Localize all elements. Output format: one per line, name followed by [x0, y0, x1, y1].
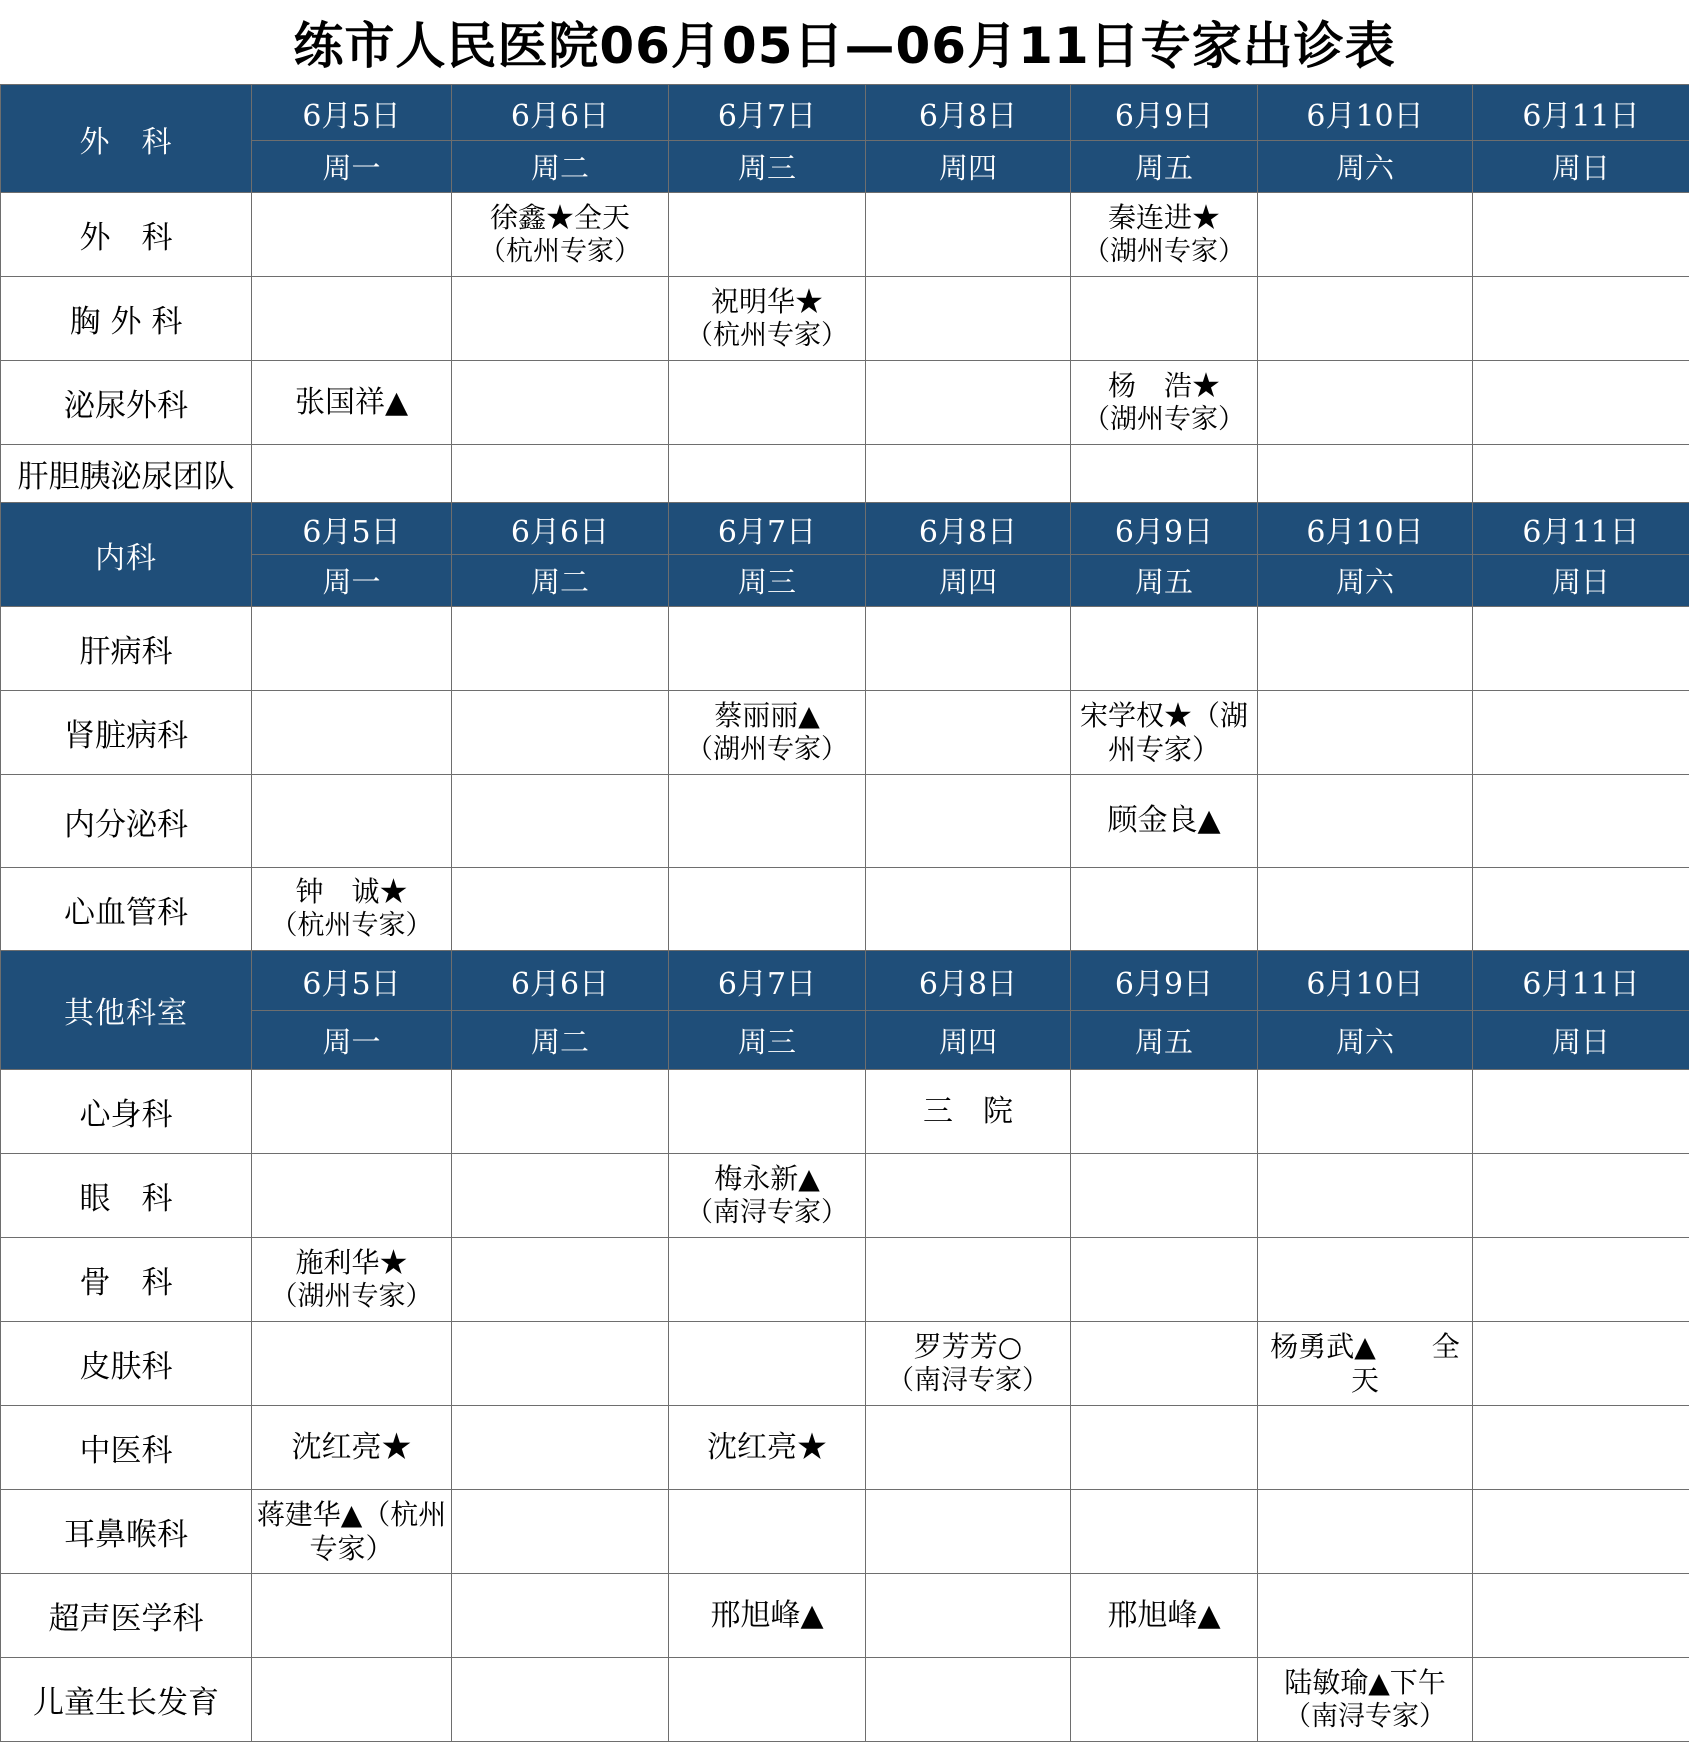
- table-row: [1, 1406, 1689, 1490]
- schedule-cell: 沈红亮★: [669, 1406, 866, 1490]
- department-name: 儿童生长发育: [1, 1658, 252, 1742]
- weekday-header: 周二: [452, 1011, 669, 1070]
- weekday-header: 周三: [669, 1011, 866, 1070]
- schedule-cell: [452, 868, 669, 951]
- weekday-header: 周四: [866, 555, 1071, 607]
- schedule-cell: [1258, 361, 1473, 445]
- expert-origin: （杭州专家）: [686, 319, 848, 351]
- weekday-header: 周五: [1071, 141, 1258, 193]
- table-row: [1, 775, 1689, 868]
- schedule-cell: [1071, 1322, 1258, 1406]
- date-header: 6月7日: [669, 503, 866, 555]
- schedule-cell: [866, 193, 1071, 277]
- doctor-name: 祝明华★: [710, 284, 823, 318]
- schedule-cell: [669, 691, 866, 775]
- weekday-header: 周二: [452, 141, 669, 193]
- table-row: [1, 445, 1689, 503]
- schedule-cell: [1258, 1238, 1473, 1322]
- schedule-cell: [252, 445, 452, 503]
- schedule-cell: [452, 691, 669, 775]
- department-name: 内分泌科: [1, 775, 252, 868]
- table-row: [1, 1658, 1689, 1742]
- table-row: [1, 1238, 1689, 1322]
- schedule-cell: [452, 1070, 669, 1154]
- department-name: 外 科: [1, 193, 252, 277]
- department-name: 眼 科: [1, 1154, 252, 1238]
- table-row: [1, 607, 1689, 691]
- schedule-cell: [1473, 1154, 1689, 1238]
- schedule-cell: [1473, 1490, 1689, 1574]
- table-row: [1, 1490, 1689, 1574]
- expert-origin: （南浔专家）: [1284, 1700, 1446, 1732]
- schedule-cell: [452, 1490, 669, 1574]
- table-row: [1, 868, 1689, 951]
- schedule-cell: [1473, 775, 1689, 868]
- schedule-cell: [1071, 1070, 1258, 1154]
- schedule-cell: 三 院: [866, 1070, 1071, 1154]
- schedule-cell: [452, 1658, 669, 1742]
- expert-origin: （南浔专家）: [887, 1364, 1049, 1396]
- schedule-cell: [1071, 361, 1258, 445]
- schedule-cell: [1258, 1406, 1473, 1490]
- weekday-header: 周日: [1473, 1011, 1689, 1070]
- schedule-cell: [669, 1490, 866, 1574]
- weekday-header: 周四: [866, 141, 1071, 193]
- date-header: 6月6日: [452, 503, 669, 555]
- weekday-header: 周五: [1071, 555, 1258, 607]
- date-header: 6月11日: [1473, 85, 1689, 141]
- schedule-cell: [1071, 607, 1258, 691]
- schedule-cell: 杨勇武▲ 全天: [1258, 1322, 1473, 1406]
- schedule-cell: [1473, 1322, 1689, 1406]
- schedule-cell: 邢旭峰▲: [669, 1574, 866, 1658]
- schedule-cell: 宋学权★（湖州专家）: [1071, 691, 1258, 775]
- weekday-header: 周六: [1258, 141, 1473, 193]
- date-header: 6月8日: [866, 85, 1071, 141]
- doctor-name: 蔡丽丽▲: [714, 698, 820, 732]
- doctor-name: 徐鑫★全天: [489, 200, 630, 234]
- schedule-cell: [1473, 1574, 1689, 1658]
- section-title: 内科: [1, 503, 252, 607]
- schedule-cell: [1258, 868, 1473, 951]
- schedule-cell: [669, 1154, 866, 1238]
- department-name: 肝病科: [1, 607, 252, 691]
- schedule-cell: [1071, 868, 1258, 951]
- schedule-cell: [252, 775, 452, 868]
- weekday-header: 周五: [1071, 1011, 1258, 1070]
- schedule-cell: [252, 193, 452, 277]
- schedule-cell: [1473, 1658, 1689, 1742]
- schedule-cell: [1473, 1070, 1689, 1154]
- schedule-body: [1, 85, 1689, 1742]
- expert-origin: （湖州专家）: [1083, 403, 1245, 435]
- doctor-name: 钟 诚★: [295, 875, 408, 908]
- schedule-cell: [1473, 868, 1689, 951]
- schedule-cell: [866, 1322, 1071, 1406]
- table-row: [1, 1574, 1689, 1658]
- department-name: 肾脏病科: [1, 691, 252, 775]
- schedule-cell: [1473, 277, 1689, 361]
- schedule-cell: [669, 868, 866, 951]
- schedule-cell: [252, 607, 452, 691]
- schedule-cell: [866, 445, 1071, 503]
- schedule-cell: [252, 1070, 452, 1154]
- schedule-cell: [252, 1658, 452, 1742]
- table-row: [1, 1070, 1689, 1154]
- doctor-name: 梅永新▲: [714, 1161, 820, 1195]
- schedule-cell: [866, 607, 1071, 691]
- weekday-header: 周一: [252, 1011, 452, 1070]
- date-header: 6月8日: [866, 503, 1071, 555]
- table-row: [1, 193, 1689, 277]
- department-name: 心身科: [1, 1070, 252, 1154]
- schedule-cell: [1258, 1658, 1473, 1742]
- schedule-cell: [1258, 1490, 1473, 1574]
- schedule-cell: 顾金良▲: [1071, 775, 1258, 868]
- schedule-cell: [1473, 445, 1689, 503]
- doctor-name: 陆敏瑜▲下午: [1284, 1665, 1446, 1699]
- section-header-row: [1, 951, 1689, 1011]
- schedule-cell: [252, 1238, 452, 1322]
- schedule-cell: [866, 1490, 1071, 1574]
- schedule-cell: [1258, 1154, 1473, 1238]
- date-header: 6月9日: [1071, 951, 1258, 1011]
- schedule-cell: [1071, 1406, 1258, 1490]
- expert-origin: （湖州专家）: [270, 1280, 433, 1312]
- schedule-cell: 邢旭峰▲: [1071, 1574, 1258, 1658]
- schedule-cell: [669, 445, 866, 503]
- section-header-row: [1, 503, 1689, 555]
- expert-origin: （湖州专家）: [1083, 235, 1245, 267]
- date-header: 6月7日: [669, 951, 866, 1011]
- schedule-cell: [866, 1238, 1071, 1322]
- weekday-header: 周二: [452, 555, 669, 607]
- schedule-cell: [452, 193, 669, 277]
- schedule-cell: [1071, 1238, 1258, 1322]
- schedule-cell: [1258, 277, 1473, 361]
- schedule-cell: [452, 445, 669, 503]
- date-header: 6月8日: [866, 951, 1071, 1011]
- schedule-cell: [669, 1658, 866, 1742]
- schedule-cell: [452, 361, 669, 445]
- expert-origin: （杭州专家）: [270, 910, 433, 941]
- weekday-header: 周三: [669, 141, 866, 193]
- doctor-name: 施利华★: [295, 1245, 408, 1279]
- schedule-cell: [452, 1406, 669, 1490]
- schedule-cell: [866, 691, 1071, 775]
- date-header: 6月11日: [1473, 951, 1689, 1011]
- schedule-cell: [866, 277, 1071, 361]
- department-name: 中医科: [1, 1406, 252, 1490]
- department-name: 心血管科: [1, 868, 252, 951]
- schedule-cell: [866, 1154, 1071, 1238]
- schedule-cell: [669, 607, 866, 691]
- weekday-header-row: [1, 141, 1689, 193]
- department-name: 肝胆胰泌尿团队: [1, 445, 252, 503]
- doctor-name: 罗芳芳○: [913, 1329, 1023, 1363]
- schedule-cell: [669, 1070, 866, 1154]
- weekday-header: 周一: [252, 141, 452, 193]
- page-title: 练市人民医院06月05日—06月11日专家出诊表: [0, 0, 1689, 85]
- schedule-cell: [1473, 361, 1689, 445]
- schedule-cell: [1258, 691, 1473, 775]
- doctor-name: 秦连进★: [1107, 200, 1220, 234]
- weekday-header: 周一: [252, 555, 452, 607]
- department-name: 骨 科: [1, 1238, 252, 1322]
- table-row: [1, 277, 1689, 361]
- weekday-header: 周日: [1473, 555, 1689, 607]
- schedule-cell: [1071, 1490, 1258, 1574]
- schedule-cell: [452, 1322, 669, 1406]
- weekday-header: 周六: [1258, 555, 1473, 607]
- schedule-cell: [1071, 277, 1258, 361]
- date-header: 6月5日: [252, 85, 452, 141]
- table-row: [1, 361, 1689, 445]
- weekday-header-row: [1, 1011, 1689, 1070]
- schedule-cell: [669, 193, 866, 277]
- department-name: 胸 外 科: [1, 277, 252, 361]
- section-title: 其他科室: [1, 951, 252, 1070]
- schedule-cell: [1258, 445, 1473, 503]
- expert-origin: （南浔专家）: [686, 1196, 848, 1228]
- date-header: 6月11日: [1473, 503, 1689, 555]
- weekday-header: 周六: [1258, 1011, 1473, 1070]
- date-header: 6月6日: [452, 85, 669, 141]
- schedule-cell: [866, 775, 1071, 868]
- date-header: 6月5日: [252, 951, 452, 1011]
- schedule-cell: [452, 1238, 669, 1322]
- department-name: 皮肤科: [1, 1322, 252, 1406]
- schedule-cell: [1071, 1658, 1258, 1742]
- schedule-cell: [252, 691, 452, 775]
- date-header: 6月9日: [1071, 85, 1258, 141]
- schedule-cell: [1473, 691, 1689, 775]
- weekday-header: 周日: [1473, 141, 1689, 193]
- schedule-cell: [452, 277, 669, 361]
- doctor-name: 杨 浩★: [1107, 368, 1220, 402]
- weekday-header: 周四: [866, 1011, 1071, 1070]
- schedule-cell: [252, 277, 452, 361]
- schedule-cell: [452, 1154, 669, 1238]
- schedule-cell: [669, 277, 866, 361]
- schedule-table: [0, 84, 1689, 1742]
- schedule-cell: [669, 775, 866, 868]
- schedule-cell: [252, 868, 452, 951]
- date-header: 6月10日: [1258, 503, 1473, 555]
- schedule-cell: [1473, 1406, 1689, 1490]
- weekday-header: 周三: [669, 555, 866, 607]
- schedule-cell: [452, 775, 669, 868]
- schedule-cell: [452, 607, 669, 691]
- schedule-cell: [252, 1574, 452, 1658]
- expert-origin: （杭州专家）: [479, 235, 641, 267]
- schedule-cell: 张国祥▲: [252, 361, 452, 445]
- date-header: 6月6日: [452, 951, 669, 1011]
- schedule-cell: [866, 1574, 1071, 1658]
- expert-origin: （湖州专家）: [686, 733, 848, 765]
- schedule-cell: [1258, 607, 1473, 691]
- schedule-cell: [866, 1406, 1071, 1490]
- schedule-cell: [669, 361, 866, 445]
- department-name: 耳鼻喉科: [1, 1490, 252, 1574]
- schedule-cell: [669, 1238, 866, 1322]
- date-header: 6月10日: [1258, 85, 1473, 141]
- schedule-cell: [669, 1322, 866, 1406]
- schedule-cell: 沈红亮★: [252, 1406, 452, 1490]
- schedule-cell: [1258, 1574, 1473, 1658]
- schedule-cell: [1071, 1154, 1258, 1238]
- schedule-cell: [866, 868, 1071, 951]
- schedule-cell: [252, 1154, 452, 1238]
- schedule-cell: [1473, 1238, 1689, 1322]
- schedule-cell: 蒋建华▲（杭州专家）: [252, 1490, 452, 1574]
- schedule-cell: [252, 1322, 452, 1406]
- department-name: 超声医学科: [1, 1574, 252, 1658]
- schedule-cell: [1258, 775, 1473, 868]
- schedule-cell: [866, 361, 1071, 445]
- date-header: 6月10日: [1258, 951, 1473, 1011]
- schedule-cell: [1473, 193, 1689, 277]
- schedule-cell: [866, 1658, 1071, 1742]
- table-row: [1, 1322, 1689, 1406]
- weekday-header-row: [1, 555, 1689, 607]
- schedule-cell: [1071, 193, 1258, 277]
- schedule-cell: [452, 1574, 669, 1658]
- date-header: 6月7日: [669, 85, 866, 141]
- section-title: 外 科: [1, 85, 252, 193]
- date-header: 6月5日: [252, 503, 452, 555]
- schedule-cell: [1473, 607, 1689, 691]
- schedule-cell: [1258, 193, 1473, 277]
- schedule-cell: [1071, 445, 1258, 503]
- table-row: [1, 691, 1689, 775]
- table-row: [1, 1154, 1689, 1238]
- schedule-cell: [1258, 1070, 1473, 1154]
- date-header: 6月9日: [1071, 503, 1258, 555]
- section-header-row: [1, 85, 1689, 141]
- department-name: 泌尿外科: [1, 361, 252, 445]
